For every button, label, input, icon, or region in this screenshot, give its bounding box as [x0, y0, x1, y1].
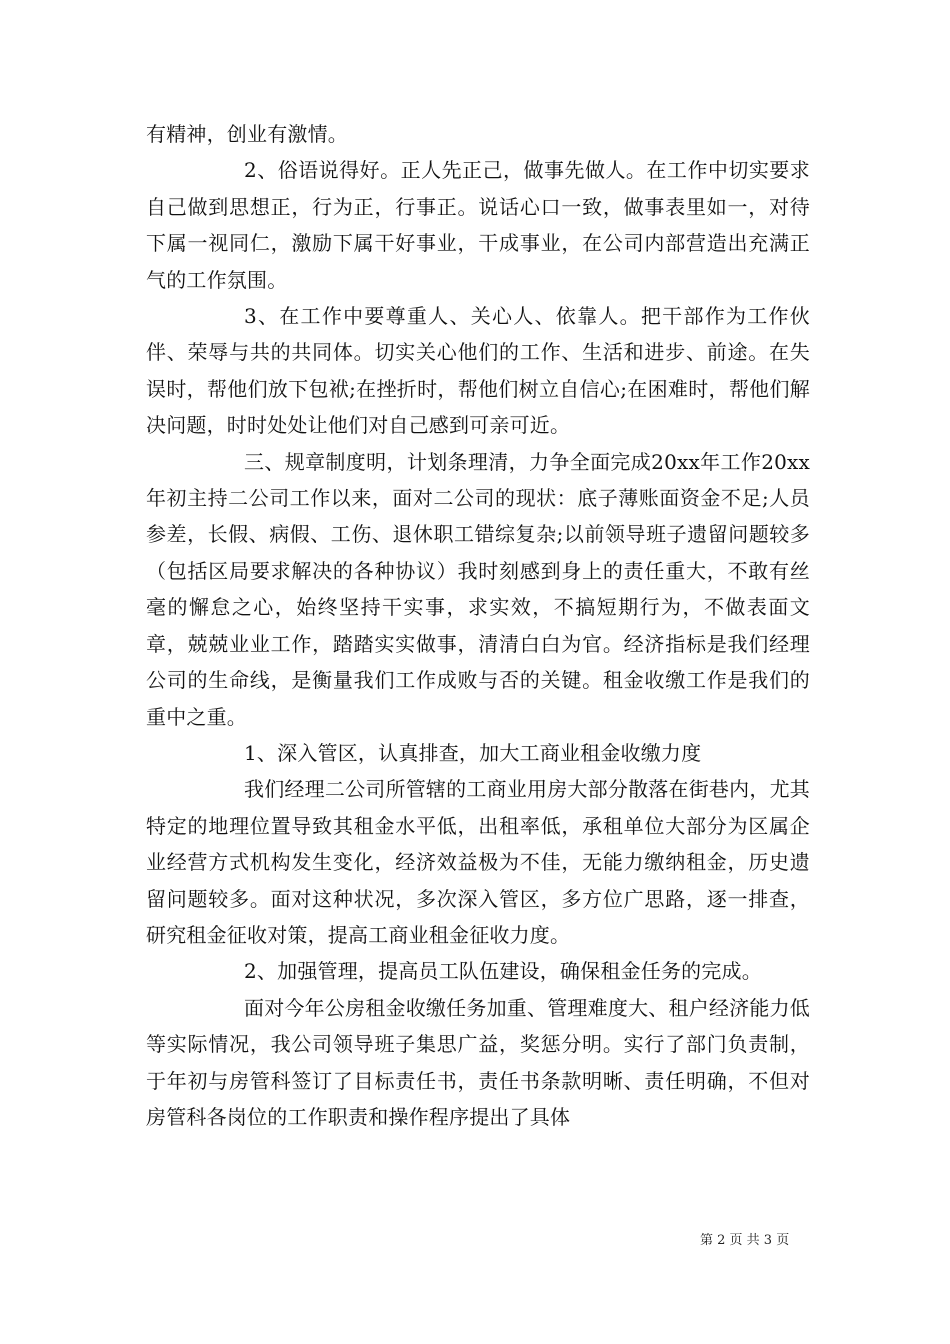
paragraph-rent-task: 面对今年公房租金收缴任务加重、管理难度大、租户经济能力低等实际情况，我公司领导班子集思广益，奖惩分明。实行了部门负责制，于年初与房管科签订了目标责任书，责任书条款明晰、责任明确，不但对房管科各岗位的工作职责和操作程序提出了具体: [146, 995, 810, 1129]
paragraph-item-2-self-discipline: 2、俗语说得好。正人先正己，做事先做人。在工作中切实要求自己做到思想正，行为正，行事正。说话心口一致，做事表里如一，对待下属一视同仁，激励下属干好事业，干成事业，在公司内部营造出充满正气的工作氛围。: [146, 158, 810, 292]
subheading-item-1-rent-collection: 1、深入管区，认真排查，加大工商业租金收缴力度: [244, 740, 702, 765]
paragraph-item-3-respect: 3、在工作中要尊重人、关心人、依靠人。把干部作为工作伙伴、荣辱与共的共同体。切实关心他们的工作、生活和进步、前途。在失误时，帮他们放下包袱;在挫折时，帮他们树立自信心;在困难时，帮他们解决问题，时时处处让他们对自己感到可亲可近。: [146, 304, 810, 438]
page-number-footer: 第 2 页 共 3 页: [700, 1233, 790, 1248]
paragraph-continuation: 有精神，创业有激情。: [146, 122, 348, 146]
paragraph-section-3-rules: 三、规章制度明，计划条理清，力争全面完成20xx年工作20xx年初主持二公司工作以来，面对二公司的现状：底子薄账面资金不足;人员参差，长假、病假、工伤、退休职工错综复杂;以前领导班子遗留问题较多（包括区局要求解决的各种协议）我时刻感到身上的责任重大，不敢有丝毫的懈怠之心，始终坚持干实事，求实效，不搞短期行为，不做表面文章，兢兢业业工作，踏踏实实做事，清清白白为官。经济指标是我们经理公司的生命线，是衡量我们工作成败与否的关键。租金收缴工作是我们的重中之重。: [146, 449, 810, 729]
subheading-item-2-management: 2、加强管理，提高员工队伍建设，确保租金任务的完成。: [244, 959, 762, 984]
paragraph-commercial-housing: 我们经理二公司所管辖的工商业用房大部分散落在街巷内，尤其特定的地理位置导致其租金水平低，出租率低，承租单位大部分为区属企业经营方式机构发生变化，经济效益极为不佳，无能力缴纳租金，历史遗留问题较多。面对这种状况，多次深入管区，多方位广思路，逐一排查，研究租金征收对策，提高工商业租金征收力度。: [146, 777, 810, 947]
document-body: [146, 116, 810, 1135]
